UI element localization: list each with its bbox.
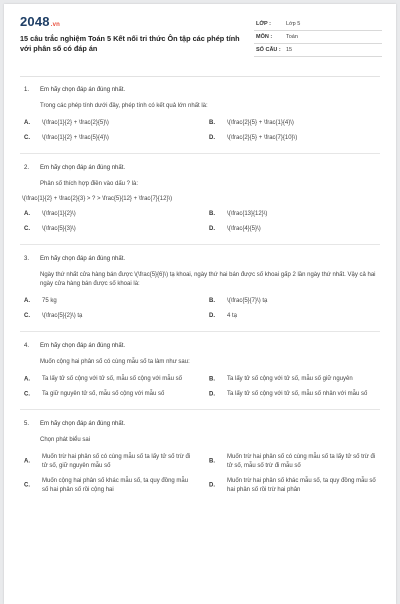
answer-option[interactable] <box>205 390 380 399</box>
question-formula: \(\frac{1}{2} + \frac{2}{3} > ? > \frac{5}{12} + \frac{7}{12}\) <box>22 196 173 202</box>
option-label: A. <box>24 298 30 304</box>
question-instruction: Em hãy chọn đáp án đúng nhất. <box>40 421 126 427</box>
logo-text: 2048 <box>20 14 50 29</box>
answer-options <box>20 210 380 234</box>
site-logo[interactable] <box>20 14 60 29</box>
meta-key: MÔN : <box>256 34 273 40</box>
answer-option[interactable] <box>205 119 380 128</box>
option-label: C. <box>24 313 30 319</box>
option-text: \(\frac{2}{5} + \frac{7}{10}\) <box>227 135 298 141</box>
question-stem: Muốn cộng hai phân số có cùng mẫu số ta làm như sau: <box>40 359 190 365</box>
option-text: Muốn trừ hai phân số có cùng mẫu số ta lấy tử số trừ đi tử số, mẫu số trừ đi mẫu số <box>227 454 376 469</box>
question-header <box>20 410 380 429</box>
answer-option[interactable] <box>205 312 380 321</box>
option-label: D. <box>209 313 215 319</box>
question-block <box>4 245 396 321</box>
answer-options <box>20 375 380 399</box>
option-label: D. <box>209 135 215 141</box>
answer-option[interactable] <box>205 297 380 306</box>
option-label: A. <box>24 211 30 217</box>
question-instruction: Em hãy chọn đáp án đúng nhất. <box>40 165 126 171</box>
worksheet-title: 15 câu trắc nghiệm Toán 5 Kết nối tri thức Ôn tập các phép tính với phân số có đáp án <box>20 34 240 53</box>
meta-key: LỚP : <box>256 21 271 27</box>
answer-option[interactable] <box>20 312 195 321</box>
option-label: B. <box>209 211 215 217</box>
option-text: \(\frac{13}{12}\) <box>227 211 268 217</box>
option-text: \(\frac{1}{2}\) <box>42 211 76 217</box>
option-text: \(\frac{4}{5}\) <box>227 226 261 232</box>
answer-option[interactable] <box>205 453 380 471</box>
option-label: C. <box>24 391 30 397</box>
question-stem: Chọn phát biểu sai <box>40 437 91 443</box>
meta-value: 15 <box>286 47 293 53</box>
option-text: Muốn cộng hai phân số khác mẫu số, ta quy đồng mẫu số hai phân số rồi cộng hai <box>42 478 189 493</box>
answer-option[interactable] <box>205 134 380 143</box>
question-list <box>4 76 396 505</box>
question-instruction: Em hãy chọn đáp án đúng nhất. <box>40 87 126 93</box>
answer-option[interactable] <box>20 453 195 471</box>
option-label: A. <box>24 458 30 465</box>
answer-option[interactable] <box>205 375 380 384</box>
option-label: A. <box>24 120 30 126</box>
answer-option[interactable] <box>20 375 195 384</box>
question-number: 4. <box>24 343 30 349</box>
meta-row-question-count <box>254 44 382 57</box>
meta-value: Lớp 5 <box>286 21 301 27</box>
question-instruction: Em hãy chọn đáp án đúng nhất. <box>40 256 126 262</box>
option-label: C. <box>24 135 30 141</box>
question-number: 5. <box>24 421 30 427</box>
option-label: A. <box>24 376 30 382</box>
option-label: B. <box>209 376 215 382</box>
answer-option[interactable] <box>20 210 195 219</box>
option-text: Ta lấy tử số cộng với tử số, mẫu số giữ nguyên <box>227 376 353 382</box>
answer-option[interactable] <box>20 225 195 234</box>
option-text: \(\frac{5}{7}\) tạ <box>227 298 268 304</box>
option-text: Muốn trừ hai phân số có cùng mẫu số ta lấy tử số trừ đi tử số, giữ nguyên mẫu số <box>42 454 191 469</box>
option-text: Ta lấy tử số cộng với tử số, mẫu số cộng với mẫu số <box>42 376 182 382</box>
option-label: B. <box>209 120 215 126</box>
answer-option[interactable] <box>20 297 195 306</box>
question-number: 2. <box>24 165 30 171</box>
logo-suffix: .vn <box>50 22 61 28</box>
question-number: 1. <box>24 87 30 93</box>
worksheet-page <box>4 4 396 604</box>
question-stem: Trong các phép tính dưới đây, phép tính có kết quả lớn nhất là: <box>40 103 208 109</box>
option-text: Ta giữ nguyên tử số, mẫu số cộng với mẫu số <box>42 391 165 397</box>
answer-option[interactable] <box>20 390 195 399</box>
option-text: \(\frac{1}{2} + \frac{2}{5}\) <box>42 120 109 126</box>
option-label: B. <box>209 298 215 304</box>
option-text: \(\frac{2}{5} + \frac{1}{4}\) <box>227 120 294 126</box>
option-label: D. <box>209 226 215 232</box>
worksheet-header <box>4 4 396 66</box>
option-text: \(\frac{5}{3}\) <box>42 226 76 232</box>
question-block <box>4 410 396 495</box>
question-header <box>20 154 380 173</box>
answer-options <box>20 453 380 495</box>
worksheet-meta <box>254 18 382 57</box>
option-text: 4 tạ <box>227 313 238 319</box>
answer-option[interactable] <box>20 134 195 143</box>
question-instruction: Em hãy chọn đáp án đúng nhất. <box>40 343 126 349</box>
option-label: D. <box>209 482 215 489</box>
question-stem: Ngày thứ nhất cửa hàng bán được \(\frac{5}{6}\) tạ khoai, ngày thứ hai bán được số khoai gấp 2 lần ngày thứ nhất. Vậy cả hai ngày cửa hàng bán được số khoai là: <box>40 272 376 287</box>
meta-row-class <box>254 18 382 31</box>
answer-option[interactable] <box>205 225 380 234</box>
option-text: \(\frac{1}{2} + \frac{5}{4}\) <box>42 135 109 141</box>
question-block <box>4 154 396 234</box>
answer-option[interactable] <box>205 210 380 219</box>
question-stem: Phân số thích hợp điền vào dấu ? là: <box>40 181 139 187</box>
question-header <box>20 76 380 95</box>
meta-key: SỐ CÂU : <box>256 47 281 53</box>
option-text: Ta lấy tử số cộng với tử số, mẫu số nhân với mẫu số <box>227 391 368 397</box>
question-block <box>4 76 396 143</box>
answer-option[interactable] <box>20 119 195 128</box>
option-label: C. <box>24 226 30 232</box>
option-label: D. <box>209 391 215 397</box>
meta-row-subject <box>254 31 382 44</box>
answer-options <box>20 119 380 143</box>
question-number: 3. <box>24 256 30 262</box>
question-header <box>20 332 380 351</box>
option-text: 75 kg <box>42 298 57 304</box>
option-text: Muốn trừ hai phân số khác mẫu số, ta quy đồng mẫu số hai phân số rồi trừ hai phân <box>227 478 376 493</box>
meta-value: Toán <box>286 34 298 40</box>
option-text: \(\frac{5}{2}\) tạ <box>42 313 83 319</box>
option-label: B. <box>209 458 215 465</box>
question-header <box>20 245 380 264</box>
question-block <box>4 332 396 399</box>
answer-option[interactable] <box>205 477 380 495</box>
answer-options <box>20 297 380 321</box>
answer-option[interactable] <box>20 477 195 495</box>
option-label: C. <box>24 482 30 489</box>
